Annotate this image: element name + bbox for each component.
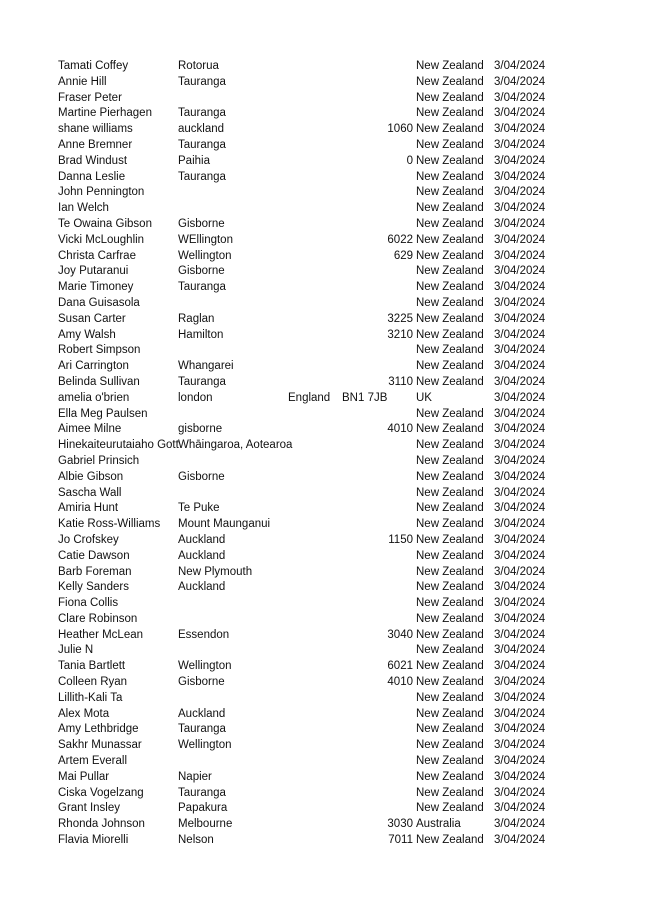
row-name: Tania Bartlett	[58, 660, 126, 673]
row-name: Gabriel Prinsich	[58, 454, 140, 467]
table-row	[58, 675, 558, 691]
table-row	[58, 707, 558, 723]
row-city: Paihia	[178, 154, 210, 167]
row-date: 3/04/2024	[494, 549, 546, 562]
row-city: Hamilton	[178, 328, 224, 341]
row-city: Auckland	[178, 533, 226, 546]
row-city: Essendon	[178, 628, 230, 641]
table-row	[58, 470, 558, 486]
table-row	[58, 422, 558, 438]
row-name: Robert Simpson	[58, 344, 141, 357]
row-country: New Zealand	[416, 628, 484, 641]
row-name: Martine Pierhagen	[58, 107, 152, 120]
row-country: New Zealand	[416, 676, 484, 689]
row-name: Fiona Collis	[58, 597, 119, 610]
row-date: 3/04/2024	[494, 360, 546, 373]
row-country: New Zealand	[416, 60, 484, 72]
row-date: 3/04/2024	[494, 233, 546, 246]
row-city: Wellington	[178, 739, 232, 752]
row-code: 3210	[387, 328, 413, 341]
table-row	[58, 533, 558, 549]
table-row	[58, 280, 558, 296]
row-city: Tauranga	[178, 107, 226, 120]
row-date: 3/04/2024	[494, 533, 546, 546]
table-row	[58, 596, 558, 612]
row-date: 3/04/2024	[494, 138, 546, 151]
row-date: 3/04/2024	[494, 202, 546, 215]
row-code: 4010	[387, 423, 413, 436]
row-date: 3/04/2024	[494, 186, 546, 199]
row-country: New Zealand	[416, 723, 484, 736]
table-row	[58, 154, 558, 170]
table-row	[58, 312, 558, 328]
row-city: New Plymouth	[178, 565, 253, 578]
table-row	[58, 91, 558, 107]
row-city: gisborne	[178, 423, 223, 436]
row-country: New Zealand	[416, 502, 484, 515]
row-date: 3/04/2024	[494, 75, 546, 88]
row-date: 3/04/2024	[494, 154, 546, 167]
table-row	[58, 454, 558, 470]
row-name: Joy Putaranui	[58, 265, 129, 278]
row-date: 3/04/2024	[494, 312, 546, 325]
row-name: Grant Insley	[58, 802, 120, 815]
row-date: 3/04/2024	[494, 723, 546, 736]
table-row	[58, 501, 558, 517]
table-row	[58, 549, 558, 565]
row-date: 3/04/2024	[494, 802, 546, 815]
row-name: Belinda Sullivan	[58, 375, 140, 388]
row-country: New Zealand	[416, 581, 484, 594]
row-region: England	[288, 391, 331, 404]
table-row	[58, 817, 558, 833]
signature-list	[58, 59, 558, 849]
row-code: 1150	[388, 533, 413, 546]
row-name: Marie Timoney	[58, 281, 134, 294]
row-name: Ian Welch	[58, 202, 109, 215]
row-name: Anne Bremner	[58, 138, 133, 151]
row-date: 3/04/2024	[494, 486, 546, 499]
row-city: Auckland	[178, 549, 226, 562]
row-country: New Zealand	[416, 249, 484, 262]
row-date: 3/04/2024	[494, 676, 546, 689]
table-row	[58, 233, 558, 249]
row-country: New Zealand	[416, 533, 484, 546]
table-row	[58, 659, 558, 675]
row-date: 3/04/2024	[494, 660, 546, 673]
table-row	[58, 801, 558, 817]
row-name: Mai Pullar	[58, 770, 110, 783]
row-city: Tauranga	[178, 723, 226, 736]
row-name: Jo Crofskey	[58, 533, 119, 546]
row-name: Amy Walsh	[58, 328, 116, 341]
row-name: Hinekaiteurutaiaho Gott	[58, 439, 179, 452]
row-country: New Zealand	[416, 296, 484, 309]
table-row	[58, 122, 558, 138]
row-name: Alex Mota	[58, 707, 110, 720]
row-date: 3/04/2024	[494, 770, 546, 783]
row-city: Tauranga	[178, 75, 226, 88]
row-name: Vicki McLoughlin	[58, 233, 145, 246]
row-country: New Zealand	[416, 660, 484, 673]
row-name: Colleen Ryan	[58, 676, 128, 689]
row-code: 3030	[387, 818, 413, 831]
row-country: New Zealand	[416, 265, 484, 278]
row-name: Tamati Coffey	[58, 60, 129, 72]
row-date: 3/04/2024	[494, 281, 546, 294]
row-country: New Zealand	[416, 154, 484, 167]
row-name: Julie N	[58, 644, 94, 657]
row-city: Gisborne	[178, 265, 225, 278]
table-row	[58, 770, 558, 786]
row-date: 3/04/2024	[494, 439, 546, 452]
row-country: New Zealand	[416, 375, 484, 388]
row-name: Clare Robinson	[58, 612, 138, 625]
row-city: Raglan	[178, 312, 215, 325]
row-code: 3110	[388, 375, 413, 388]
row-country: New Zealand	[416, 565, 484, 578]
table-row	[58, 343, 558, 359]
row-country: New Zealand	[416, 518, 484, 531]
row-country: New Zealand	[416, 597, 484, 610]
row-date: 3/04/2024	[494, 344, 546, 357]
row-name: Lillith-Kali Ta	[58, 691, 123, 704]
row-country: New Zealand	[416, 439, 484, 452]
row-name: Ella Meg Paulsen	[58, 407, 148, 420]
row-country: Australia	[416, 818, 461, 831]
row-date: 3/04/2024	[494, 707, 546, 720]
table-row	[58, 264, 558, 280]
row-country: New Zealand	[416, 470, 484, 483]
row-date: 3/04/2024	[494, 391, 546, 404]
row-country: New Zealand	[416, 454, 484, 467]
row-date: 3/04/2024	[494, 470, 546, 483]
row-country: New Zealand	[416, 312, 484, 325]
row-name: Christa Carfrae	[58, 249, 136, 262]
row-date: 3/04/2024	[494, 454, 546, 467]
row-city: Rotorua	[178, 60, 219, 72]
row-date: 3/04/2024	[494, 581, 546, 594]
row-code: 7011	[388, 834, 413, 847]
row-date: 3/04/2024	[494, 644, 546, 657]
row-country: New Zealand	[416, 170, 484, 183]
table-row	[58, 486, 558, 502]
row-city: Whangarei	[178, 360, 234, 373]
row-date: 3/04/2024	[494, 628, 546, 641]
row-date: 3/04/2024	[494, 217, 546, 230]
row-country: New Zealand	[416, 755, 484, 768]
row-city: Auckland	[178, 581, 226, 594]
row-name: Ari Carrington	[58, 360, 129, 373]
row-code: 1060	[387, 123, 413, 136]
row-date: 3/04/2024	[494, 518, 546, 531]
row-date: 3/04/2024	[494, 818, 546, 831]
table-row	[58, 407, 558, 423]
row-date: 3/04/2024	[494, 786, 546, 799]
row-name: shane williams	[58, 123, 133, 136]
table-row	[58, 643, 558, 659]
row-name: Aimee Milne	[58, 423, 122, 436]
row-country: New Zealand	[416, 344, 484, 357]
row-name: Annie Hill	[58, 75, 107, 88]
row-name: Danna Leslie	[58, 170, 126, 183]
row-country: New Zealand	[416, 834, 484, 847]
row-country: New Zealand	[416, 549, 484, 562]
row-city: Tauranga	[178, 170, 226, 183]
row-date: 3/04/2024	[494, 328, 546, 341]
table-row	[58, 201, 558, 217]
row-country: New Zealand	[416, 707, 484, 720]
row-code: 6022	[387, 233, 413, 246]
table-row	[58, 738, 558, 754]
row-city: Gisborne	[178, 470, 225, 483]
table-row	[58, 438, 558, 454]
row-country: New Zealand	[416, 202, 484, 215]
table-row	[58, 75, 558, 91]
row-city: Wellington	[178, 249, 232, 262]
row-date: 3/04/2024	[494, 407, 546, 420]
row-name: Amy Lethbridge	[58, 723, 139, 736]
row-date: 3/04/2024	[494, 375, 546, 388]
row-country: UK	[416, 391, 432, 404]
row-country: New Zealand	[416, 75, 484, 88]
row-city: Tauranga	[178, 281, 226, 294]
row-date: 3/04/2024	[494, 612, 546, 625]
row-code: 3225	[387, 312, 413, 325]
row-date: 3/04/2024	[494, 834, 546, 847]
row-country: New Zealand	[416, 786, 484, 799]
table-row	[58, 612, 558, 628]
row-city: Papakura	[178, 802, 228, 815]
row-country: New Zealand	[416, 644, 484, 657]
row-city: Whāingaroa, Aotearoa	[178, 439, 293, 452]
row-country: New Zealand	[416, 739, 484, 752]
row-date: 3/04/2024	[494, 691, 546, 704]
table-row	[58, 565, 558, 581]
row-country: New Zealand	[416, 107, 484, 120]
row-name: Artem Everall	[58, 755, 128, 768]
row-date: 3/04/2024	[494, 502, 546, 515]
row-name: Barb Foreman	[58, 565, 132, 578]
row-date: 3/04/2024	[494, 265, 546, 278]
table-row	[58, 59, 558, 75]
row-country: New Zealand	[416, 186, 484, 199]
row-date: 3/04/2024	[494, 91, 546, 104]
row-name: Sascha Wall	[58, 486, 122, 499]
table-row	[58, 249, 558, 265]
table-row	[58, 628, 558, 644]
row-country: New Zealand	[416, 123, 484, 136]
row-code: 6021	[387, 660, 413, 673]
row-country: New Zealand	[416, 486, 484, 499]
row-name: Flavia Miorelli	[58, 834, 129, 847]
row-city: Tauranga	[178, 786, 226, 799]
row-city: WEllington	[178, 233, 233, 246]
row-name: Sakhr Munassar	[58, 739, 142, 752]
row-date: 3/04/2024	[494, 565, 546, 578]
row-city: Wellington	[178, 660, 232, 673]
table-row	[58, 691, 558, 707]
row-name: Dana Guisasola	[58, 296, 140, 309]
table-row	[58, 185, 558, 201]
row-city: Tauranga	[178, 138, 226, 151]
row-name: John Pennington	[58, 186, 145, 199]
table-row	[58, 391, 558, 407]
row-date: 3/04/2024	[494, 170, 546, 183]
row-date: 3/04/2024	[494, 249, 546, 262]
row-city: Gisborne	[178, 217, 225, 230]
row-name: Rhonda Johnson	[58, 818, 145, 831]
table-row	[58, 786, 558, 802]
row-country: New Zealand	[416, 423, 484, 436]
row-country: New Zealand	[416, 138, 484, 151]
row-country: New Zealand	[416, 407, 484, 420]
row-city: Napier	[178, 770, 212, 783]
row-date: 3/04/2024	[494, 423, 546, 436]
row-country: New Zealand	[416, 612, 484, 625]
row-date: 3/04/2024	[494, 123, 546, 136]
table-row	[58, 517, 558, 533]
row-country: New Zealand	[416, 328, 484, 341]
row-date: 3/04/2024	[494, 60, 546, 72]
row-city: Mount Maunganui	[178, 518, 271, 531]
row-date: 3/04/2024	[494, 597, 546, 610]
table-row	[58, 359, 558, 375]
table-row	[58, 833, 558, 849]
row-date: 3/04/2024	[494, 107, 546, 120]
table-row	[58, 722, 558, 738]
row-name: Brad Windust	[58, 154, 128, 167]
row-name: Catie Dawson	[58, 549, 130, 562]
table-row	[58, 217, 558, 233]
table-row	[58, 296, 558, 312]
table-row	[58, 754, 558, 770]
row-date: 3/04/2024	[494, 296, 546, 309]
row-name: Heather McLean	[58, 628, 144, 641]
row-country: New Zealand	[416, 217, 484, 230]
row-name: Katie Ross-Williams	[58, 518, 161, 531]
row-country: New Zealand	[416, 233, 484, 246]
row-name: Albie Gibson	[58, 470, 124, 483]
row-name: Amiria Hunt	[58, 502, 119, 515]
row-name: Fraser Peter	[58, 91, 122, 104]
row-country: New Zealand	[416, 91, 484, 104]
table-row	[58, 106, 558, 122]
row-city: london	[178, 391, 213, 404]
row-postcode: BN1 7JB	[342, 391, 388, 404]
row-name: Ciska Vogelzang	[58, 786, 144, 799]
row-name: Kelly Sanders	[58, 581, 129, 594]
row-country: New Zealand	[416, 360, 484, 373]
row-country: New Zealand	[416, 691, 484, 704]
row-country: New Zealand	[416, 770, 484, 783]
row-code: 4010	[387, 676, 413, 689]
table-row	[58, 328, 558, 344]
row-city: Auckland	[178, 707, 226, 720]
row-city: Nelson	[178, 834, 214, 847]
row-city: Tauranga	[178, 375, 226, 388]
row-city: Melbourne	[178, 818, 233, 831]
table-row	[58, 170, 558, 186]
row-date: 3/04/2024	[494, 755, 546, 768]
row-code: 3040	[387, 628, 413, 641]
row-name: Te Owaina Gibson	[58, 217, 152, 230]
row-name: amelia o'brien	[58, 391, 130, 404]
table-row	[58, 375, 558, 391]
row-code: 629	[393, 249, 413, 262]
row-country: New Zealand	[416, 281, 484, 294]
row-city: Te Puke	[178, 502, 220, 515]
row-city: auckland	[178, 123, 225, 136]
row-name: Susan Carter	[58, 312, 126, 325]
row-country: New Zealand	[416, 802, 484, 815]
table-row	[58, 138, 558, 154]
row-code: 0	[406, 154, 413, 167]
row-date: 3/04/2024	[494, 739, 546, 752]
row-city: Gisborne	[178, 676, 225, 689]
table-row	[58, 580, 558, 596]
